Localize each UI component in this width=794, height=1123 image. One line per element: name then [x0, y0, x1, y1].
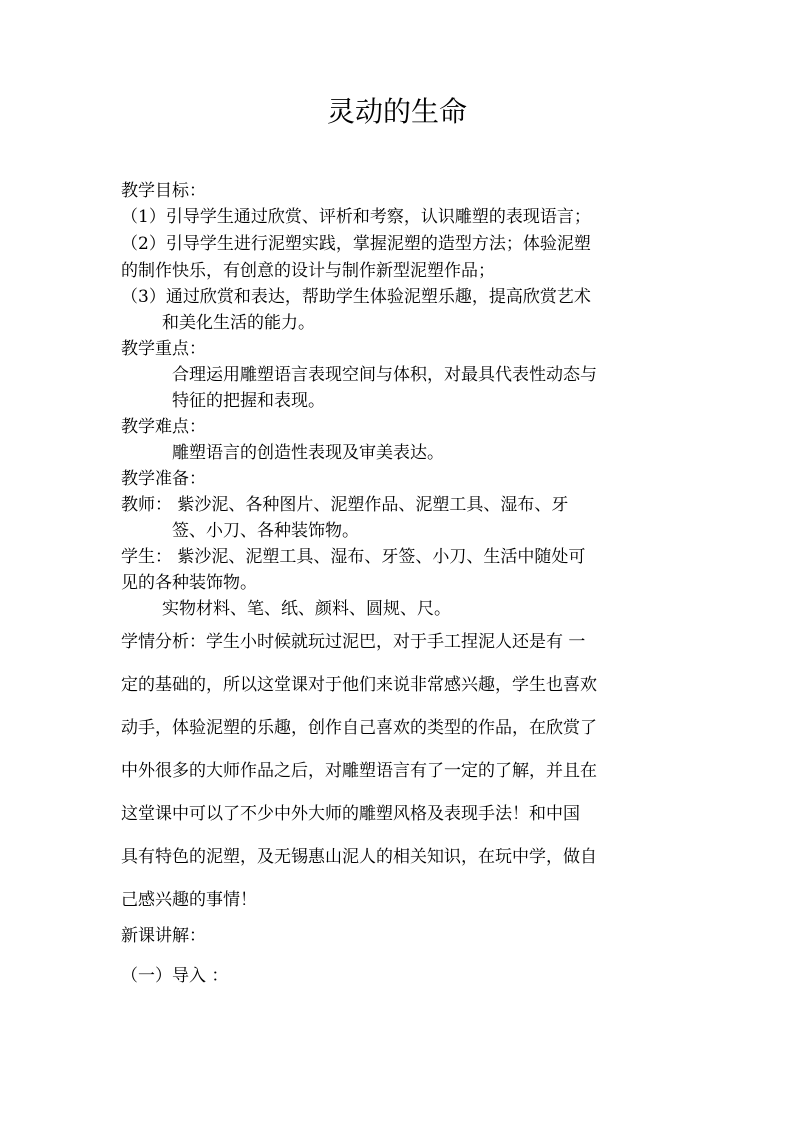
section-heading-new-lesson: 新课讲解： [121, 926, 206, 946]
key-points-text: 合理运用雕塑语言表现空间与体积，对最具代表性动态与 [172, 365, 597, 385]
section-heading-preparation: 教学准备： [121, 469, 206, 489]
learning-analysis-line-2: 定的基础的，所以这堂课对于他们来说非常感兴趣，学生也喜欢 [121, 675, 597, 695]
section-heading-objectives: 教学目标： [121, 181, 206, 201]
difficulties-text: 雕塑语言的创造性表现及审美表达。 [172, 443, 444, 463]
learning-analysis-line-3: 动手，体验泥塑的乐趣，创作自己喜欢的类型的作品，在欣赏了 [121, 718, 597, 738]
document-title: 灵动的生命 [326, 95, 467, 128]
teacher-materials-continued: 签、小刀、各种装饰物。 [172, 521, 359, 541]
objective-1: （1）引导学生通过欣赏、评析和考察，认识雕塑的表现语言； [121, 207, 591, 227]
key-points-text-continued: 特征的把握和表现。 [172, 391, 325, 411]
teacher-materials: 教师： 紫沙泥、各种图片、泥塑作品、泥塑工具、湿布、牙 [121, 495, 569, 515]
learning-analysis-line-7: 己感兴趣的事情！ [121, 890, 257, 910]
objective-3: （3）通过欣赏和表达，帮助学生体验泥塑乐趣，提高欣赏艺术 [121, 287, 591, 307]
learning-analysis: 学情分析：学生小时候就玩过泥巴，对于手工捏泥人还是有 一 [121, 632, 586, 652]
section-introduction: （一）导入 ： [121, 966, 229, 986]
objective-3-continued: 和美化生活的能力。 [162, 313, 315, 333]
section-heading-key-points: 教学重点： [121, 339, 206, 359]
objective-2: （2）引导学生进行泥塑实践，掌握泥塑的造型方法；体验泥塑 [121, 234, 591, 254]
learning-analysis-line-4: 中外很多的大师作品之后，对雕塑语言有了一定的了解，并且在 [121, 761, 597, 781]
objective-2-continued: 的制作快乐，有创意的设计与制作新型泥塑作品； [121, 261, 495, 281]
student-materials: 学生： 紫沙泥、泥塑工具、湿布、牙签、小刀、生活中随处可 [121, 547, 586, 567]
learning-analysis-line-6: 具有特色的泥塑，及无锡惠山泥人的相关知识，在玩中学，做自 [121, 847, 597, 867]
other-materials: 实物材料、笔、纸、颜料、圆规、尺。 [162, 599, 451, 619]
learning-analysis-line-5: 这堂课中可以了不少中外大师的雕塑风格及表现手法！和中国 [121, 804, 580, 824]
student-materials-continued: 见的各种装饰物。 [121, 573, 257, 593]
section-heading-difficulties: 教学难点： [121, 417, 206, 437]
